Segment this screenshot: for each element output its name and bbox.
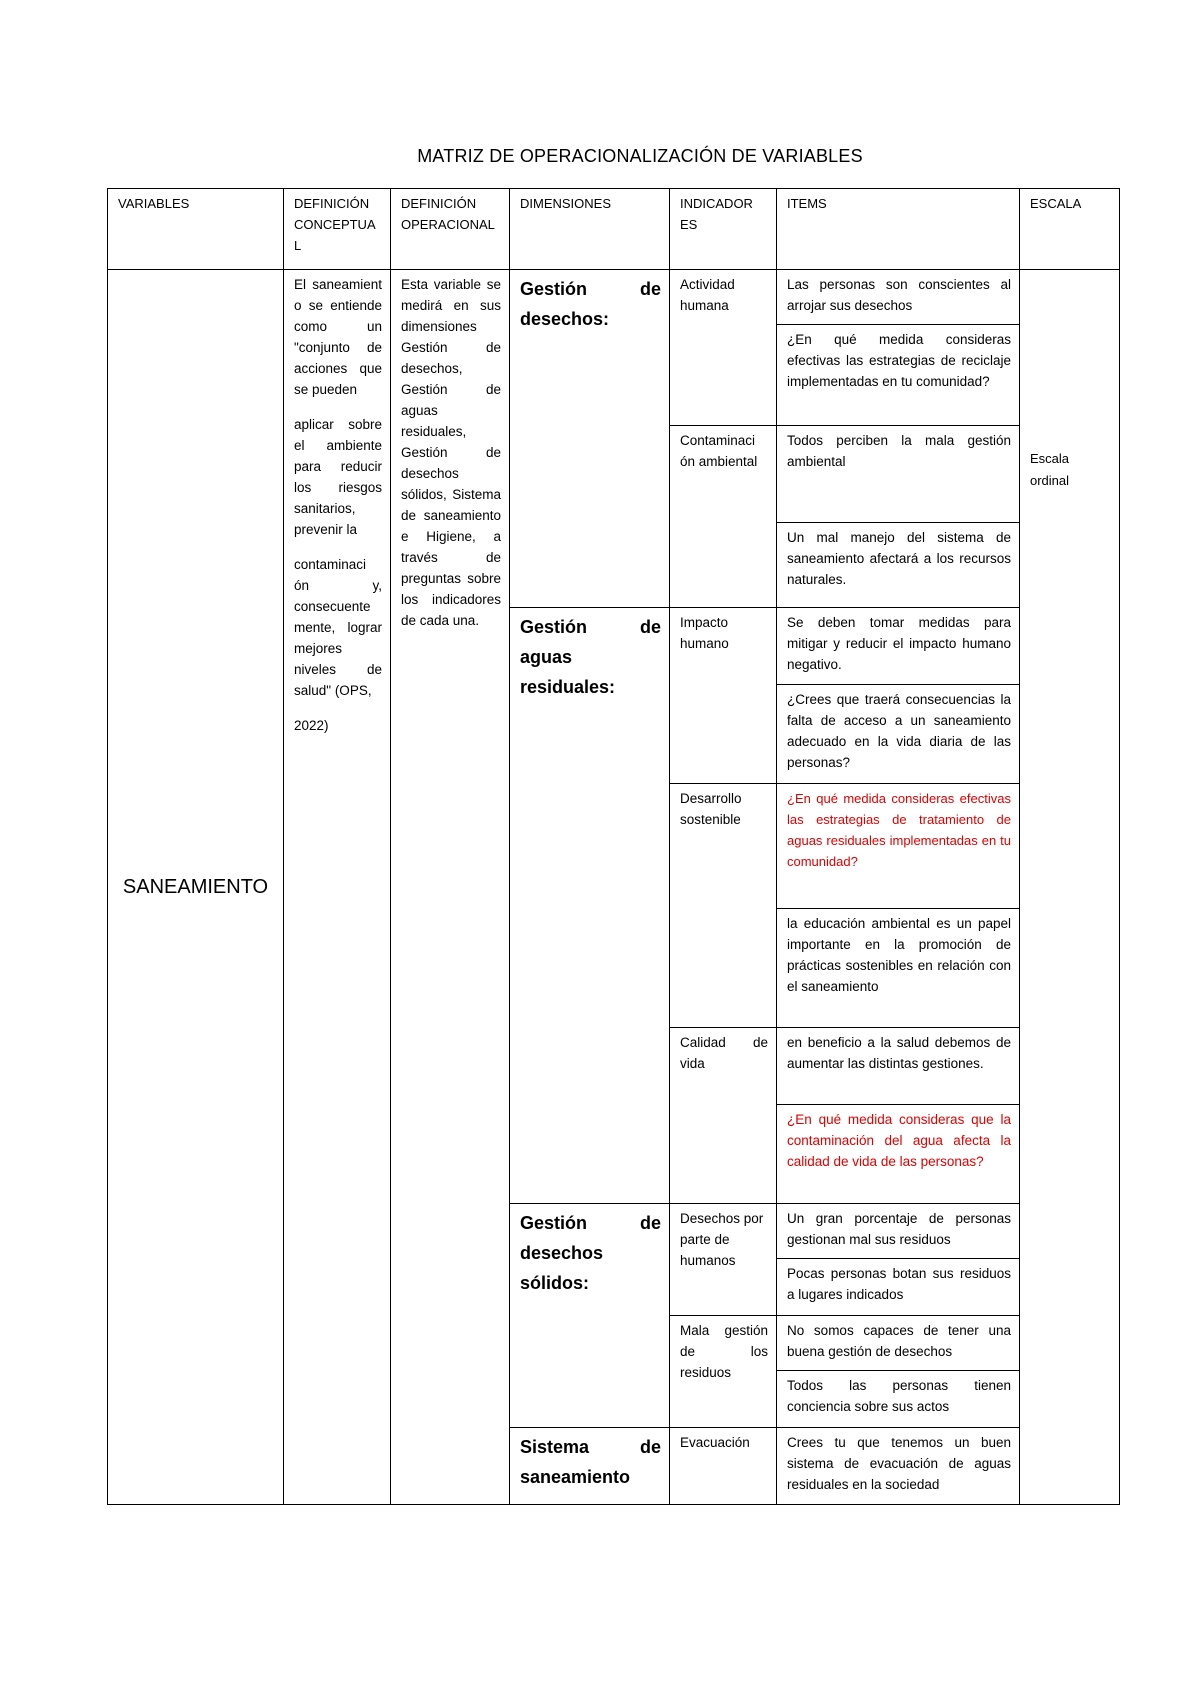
item-cell-highlighted: ¿En qué medida consideras que la contaminación del agua afecta la calidad de vida de las personas?: [777, 1105, 1020, 1204]
item-cell-highlighted: ¿En qué medida consideras efectivas las estrategias de tratamiento de aguas residuales implementadas en tu comunidad?: [777, 784, 1020, 909]
item-cell: ¿Crees que traerá consecuencias la falta de acceso a un saneamiento adecuado en la vida diaria de las personas?: [777, 685, 1020, 784]
document-title: MATRIZ DE OPERACIONALIZACIÓN DE VARIABLES: [417, 146, 863, 166]
dimension-name: Gestión de desechos sólidos:: [520, 1213, 661, 1293]
def-conceptual-p4: 2022): [294, 718, 329, 733]
dimension-cell: [510, 1428, 670, 1505]
def-conceptual-p3: contaminaci ón y, consecuente mente, lograr mejores niveles de salud" (OPS,: [294, 557, 382, 698]
dimension-name: Sistema de saneamiento: [520, 1437, 661, 1487]
dimension-name: Gestión de desechos:: [520, 279, 661, 329]
dimension-cell: [510, 1204, 670, 1428]
operationalization-matrix: [107, 188, 1120, 1505]
item-cell: Todos perciben la mala gestión ambiental: [777, 426, 1020, 523]
variable-label: SANEAMIENTO: [122, 875, 269, 898]
item-cell: Pocas personas botan sus residuos a lugares indicados: [777, 1259, 1020, 1316]
scale-value: Escala ordinal: [1030, 451, 1070, 488]
def-operacional-cell: Esta variable se medirá en sus dimensiones Gestión de desechos, Gestión de aguas residuales, Gestión de desechos sólidos, Sistema de saneamiento e Higiene, a través de preguntas sobre los indicadores de cada una.: [391, 270, 510, 1505]
header-escala: ESCALA: [1020, 189, 1120, 270]
indicator-cell: Desechos por parte de humanos: [670, 1204, 777, 1316]
header-row: [108, 189, 1120, 270]
def-conceptual-p1: El saneamient o se entiende como un "conjunto de acciones que se pueden: [294, 277, 382, 397]
item-cell: Un gran porcentaje de personas gestionan mal sus residuos: [777, 1204, 1020, 1259]
header-indicadores: INDICADOR ES: [670, 189, 777, 270]
item-cell: Se deben tomar medidas para mitigar y reducir el impacto humano negativo.: [777, 608, 1020, 685]
item-cell: No somos capaces de tener una buena gestión de desechos: [777, 1316, 1020, 1371]
def-conceptual-cell: [284, 270, 391, 1505]
indicator-cell: Actividad humana: [670, 270, 777, 426]
indicator-cell: Desarrollo sostenible: [670, 784, 777, 1028]
item-cell: la educación ambiental es un papel importante en la promoción de prácticas sostenibles en relación con el saneamiento: [777, 909, 1020, 1028]
dimension-name: Gestión de aguas residuales:: [520, 617, 661, 697]
header-dimensiones: DIMENSIONES: [510, 189, 670, 270]
header-def-conceptual: DEFINICIÓN CONCEPTUA L: [284, 189, 391, 270]
item-cell: Todos las personas tienen conciencia sobre sus actos: [777, 1371, 1020, 1428]
table-row: [108, 270, 1120, 325]
indicator-cell: Impacto humano: [670, 608, 777, 784]
indicator-cell: Contaminaci ón ambiental: [670, 426, 777, 608]
indicator-cell: Mala gestión de los residuos: [670, 1316, 777, 1428]
header-variables: VARIABLES: [108, 189, 284, 270]
indicator-cell: Calidad de vida: [670, 1028, 777, 1204]
item-cell: Un mal manejo del sistema de saneamiento afectará a los recursos naturales.: [777, 523, 1020, 608]
indicator-cell: Evacuación: [670, 1428, 777, 1505]
item-cell: Las personas son conscientes al arrojar sus desechos: [777, 270, 1020, 325]
item-cell: ¿En qué medida consideras efectivas las estrategias de reciclaje implementadas en tu comunidad?: [777, 325, 1020, 426]
scale-cell: [1020, 270, 1120, 1505]
dimension-cell: [510, 270, 670, 608]
def-conceptual-p2: aplicar sobre el ambiente para reducir los riesgos sanitarios, prevenir la: [294, 417, 382, 537]
dimension-cell: [510, 608, 670, 1204]
variable-name: [108, 270, 284, 1505]
header-def-operacional: DEFINICIÓN OPERACIONAL: [391, 189, 510, 270]
header-items: ITEMS: [777, 189, 1020, 270]
item-cell: en beneficio a la salud debemos de aumentar las distintas gestiones.: [777, 1028, 1020, 1105]
item-cell: Crees tu que tenemos un buen sistema de evacuación de aguas residuales en la sociedad: [777, 1428, 1020, 1505]
